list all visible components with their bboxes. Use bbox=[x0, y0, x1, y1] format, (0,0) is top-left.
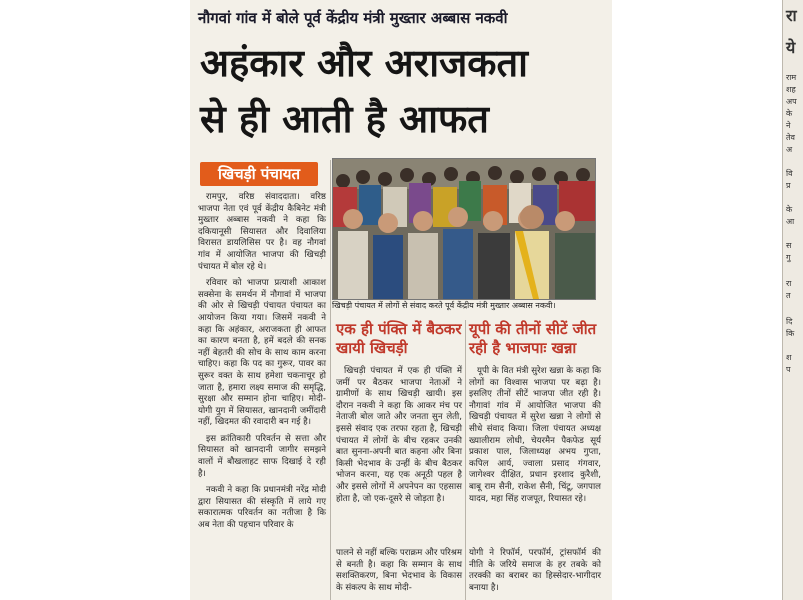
column-tag: खिचड़ी पंचायत bbox=[200, 162, 318, 186]
right-column bbox=[469, 366, 601, 510]
right-bottom-paragraph: योगी ने रिफॉर्म, परफॉर्म, ट्रांसफॉर्म की नीति के जरिये समाज के हर तबके को तरक्की का बराबर का हिस्सेदार-भागीदार बनाया है। bbox=[469, 548, 601, 593]
column-divider bbox=[465, 320, 466, 600]
side-fragment: तेव bbox=[786, 133, 796, 142]
headline-kicker: नौगवां गांव में बोले पूर्व केंद्रीय मंत्री मुख्तार अब्बास नकवी bbox=[198, 9, 508, 27]
side-fragment: ने bbox=[786, 121, 791, 130]
side-fragment: वि bbox=[786, 169, 793, 178]
side-fragment: गु bbox=[786, 253, 791, 262]
left-paragraph: रविवार को भाजपा प्रत्याशी आकाश सक्सेना के समर्थन में नौगावां में भाजपा की ओर से खिचड़ी पंचायत पंचायत का आयोजन किया गया। जिसमें नकवी ने कहा कि अहंकार, अराजकता ही आफत का कारण बनता है, हमें बदले की सनक नहीं बेहतरी की सोच के साथ काम करना चाहिए। कहा कि पद का गुरूर, पावर का सुरूर वक्त के साथ हमेशा चकनाचूर हो जाता है, हमारा लक्ष्य समाज की समृद्धि, सुरक्षा और सम्मान होना चाहिए। मोदी-योगी युग में सियासत, खानदानी जमींदारी नहीं, खिदमत की रवादारी बन गई है। bbox=[198, 278, 326, 428]
mid-bottom-paragraph: पालने से नहीं बल्कि पराक्रम और परिश्रम से बनती है। कहा कि सम्मान के साथ सशक्तिकरण, बिना भेदभाव के विकास के संकल्प के साथ मोदी- bbox=[336, 548, 462, 593]
mid-subheading: एक ही पंक्ति में बैठकर खायी खिचड़ी bbox=[336, 320, 462, 357]
side-fragment: अ bbox=[786, 145, 793, 154]
photo-caption: खिचड़ी पंचायत में लोगों से संवाद करते पूर्व केंद्रीय मंत्री मुख्तार अब्बास नकवी। bbox=[332, 301, 556, 310]
crowd-photo-illustration bbox=[333, 159, 595, 299]
headline-line-1: अहंकार और अराजकता bbox=[200, 41, 528, 85]
mid-column bbox=[336, 366, 462, 510]
side-fragment: के bbox=[786, 205, 793, 214]
newspaper-page bbox=[190, 0, 797, 600]
mid-paragraph: खिचड़ी पंचायत में एक ही पंक्ति में जमीं पर बैठकर भाजपा नेताओं ने ग्रामीणों के साथ खिचड़ी खायी। इस दौरान नकवी ने कहा कि आकर मंच पर नेताजी बोल जाते और जनता सुन लेती, इससे संवाद एक तरफा रहता है, खिचड़ी पंचायत में लोगों के बीच रहकर उनकी बात सुनना-अपनी बात कहना और बिना किसी भेदभाव के उन्हीं के बीच बैठकर भोजन करना, यह एक अनूठी पहल है और इससे लोगों में अपनेपन का एहसास होता है, जो एक-दूसरे से जोड़ता है। bbox=[336, 366, 462, 504]
side-fragment: कि bbox=[786, 329, 795, 338]
mid-column-bottom bbox=[336, 548, 462, 599]
right-paragraph: यूपी के वित मंत्री सुरेश खन्ना के कहा कि लोगों का विश्वास भाजपा पर बढ़ा है। इसलिए तीनों सीटें भाजपा जीत रही है। नौगावां गांव में आयोजित भाजपा की खिचड़ी पंचायत में सुरेश खन्ना ने लोगों से सीधे संवाद किया। जिला पंचायत अध्यक्ष ख्यालीराम लोधी, चेयरमैन पैकफेड सूर्य प्रकाश पाल, जिलाध्यक्ष अभय गुप्ता, कपिल आर्य, ज्वाला प्रसाद गंगवार, जागेश्वर दीक्षित, प्रधान इरशाद कुरैशी, बाबू राम सैनी, राकेश सैनी, चिंटू, जगपाल यादव, महा सिंह राजपूत, रियासत रहे। bbox=[469, 366, 601, 504]
column-divider bbox=[330, 160, 331, 600]
side-fragment: रा bbox=[786, 6, 797, 25]
side-fragment: राम bbox=[786, 73, 797, 82]
side-fragment: ये bbox=[786, 38, 796, 57]
headline-line-2: से ही आती है आफत bbox=[200, 97, 489, 141]
side-fragment: आ bbox=[786, 217, 795, 226]
side-fragment: शह bbox=[786, 85, 796, 94]
side-fragment: के bbox=[786, 109, 793, 118]
right-column-bottom bbox=[469, 548, 601, 599]
side-fragment: प bbox=[786, 365, 791, 374]
side-fragment: रा bbox=[786, 279, 792, 288]
side-fragment: प्र bbox=[786, 181, 791, 190]
adjacent-column-fragment bbox=[782, 0, 803, 600]
side-fragment: श bbox=[786, 353, 792, 362]
left-paragraph: इस क्रांतिकारी परिवर्तन से सत्ता और सियासत को खानदानी जागीर समझने वालों में बौखलाहट साफ दिखाई दे रही है। bbox=[198, 433, 326, 479]
side-fragment: स bbox=[786, 241, 792, 250]
right-subheading: यूपी की तीनों सीटें जीत रही है भाजपाः खन्ना bbox=[469, 320, 597, 357]
news-photo bbox=[332, 158, 596, 300]
left-paragraph: नकवी ने कहा कि प्रधानमंत्री नरेंद्र मोदी द्वारा सियासत की संस्कृति में लाये गए सकारात्मक परिवर्तन का नतीजा है कि अब नेता की पहचान परिवार के bbox=[198, 485, 326, 531]
side-fragment: अप bbox=[786, 97, 797, 106]
left-paragraph: रामपुर, वरिष्ठ संवाददाता। वरिष्ठ भाजपा नेता एवं पूर्व केंद्रीय कैबिनेट मंत्री मुख्तार अब्बास नकवी ने कहा कि दकियानूसी सियासत और दिवालिया विरासत डायलिसिस पर है। वह नौगवां गांव में आयोजित भाजपा की खिचड़ी पंचायत में बोल रहे थे। bbox=[198, 192, 326, 272]
side-fragment: दि bbox=[786, 317, 793, 326]
left-column bbox=[198, 192, 326, 537]
side-fragment: त bbox=[786, 291, 791, 300]
